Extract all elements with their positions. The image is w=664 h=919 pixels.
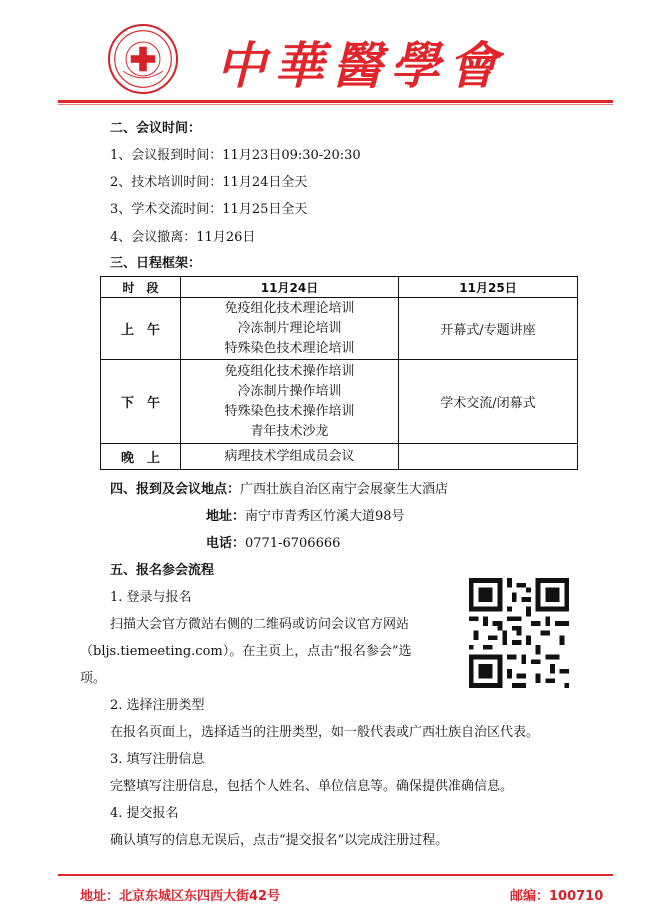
day25-cell: 开幕式/专题讲座 [399,298,578,360]
table-header-cell: 11月25日 [399,277,578,298]
registration-qr-code[interactable] [468,578,570,688]
footer-address: 地址：北京东城区东四西大街42号 [80,889,281,904]
address-label: 地址： [206,509,246,524]
step-title: 4. 提交报名 [110,806,179,821]
section4-line [110,481,448,499]
table-row [101,360,578,444]
session-item: 青年技术沙龙 [250,423,329,439]
day24-cell [181,360,399,444]
table-row [101,298,578,360]
venue-name: 广西壮族自治区南宁会展豪生大酒店 [240,482,449,497]
day24-cell [181,444,399,470]
session-item: 冷冻制片理论培训 [237,320,342,336]
phone-value: 0771-6706666 [245,536,341,551]
header-rule [58,100,613,103]
table-header-cell: 时 段 [101,277,181,298]
address-value: 南宁市青秀区竹溪大道98号 [245,509,405,524]
session-item: 病理技术学组成员会议 [224,448,355,464]
session-item: 免疫组化技术操作培训 [224,363,355,379]
society-seal-logo [108,24,178,94]
session-item: 特殊染色技术操作培训 [224,403,355,419]
table-row [101,444,578,470]
step-text: 扫描大会官方微站右侧的二维码或访问会议官方网站 [110,617,410,632]
period-cell: 下 午 [101,360,181,444]
step-text: 在报名页面上，选择适当的注册类型，如一般代表或广西壮族自治区代表。 [110,725,540,740]
header-rule-thin [58,104,613,105]
session-item: 免疫组化技术理论培训 [224,300,355,316]
time-item: 3、学术交流时间：11月25日全天 [110,202,308,217]
step-text: 项。 [80,671,107,686]
step-text: 完整填写注册信息，包括个人姓名、单位信息等。确保提供准确信息。 [110,779,514,794]
step-text: （bljs.tiemeeting.com）。在主页上，点击“报名参会”选 [80,644,412,659]
footer-rule [58,874,613,876]
section2-heading: 二、会议时间： [110,121,202,136]
table-header-row [101,277,578,298]
step-title: 3. 填写注册信息 [110,752,205,767]
section5-heading: 五、报名参会流程 [110,563,215,578]
step-title: 1. 登录与报名 [110,590,192,605]
day24-cell [181,298,399,360]
session-item: 特殊染色技术理论培训 [224,340,355,356]
time-item: 1、会议报到时间：11月23日09:30-20:30 [110,148,361,163]
time-item: 2、技术培训时间：11月24日全天 [110,175,308,190]
section3-heading: 三、日程框架： [110,256,202,271]
time-item: 4、会议撤离：11月26日 [110,230,256,245]
brand-title: 中華醫學會 [216,36,506,95]
period-cell: 晚 上 [101,444,181,470]
period-cell: 上 午 [101,298,181,360]
schedule-table [100,276,578,470]
session-item: 冷冻制片操作培训 [237,383,342,399]
step-title: 2. 选择注册类型 [110,698,205,713]
step-text: 确认填写的信息无误后，点击“提交报名”以完成注册过程。 [110,833,449,848]
address-line [206,508,405,526]
table-header-cell: 11月24日 [181,277,399,298]
day25-cell [399,444,578,470]
section4-heading: 四、报到及会议地点： [110,482,241,497]
phone-line [206,535,340,553]
phone-label: 电话： [206,536,246,551]
day25-cell: 学术交流/闭幕式 [399,360,578,444]
footer-postcode: 邮编：100710 [510,889,604,904]
